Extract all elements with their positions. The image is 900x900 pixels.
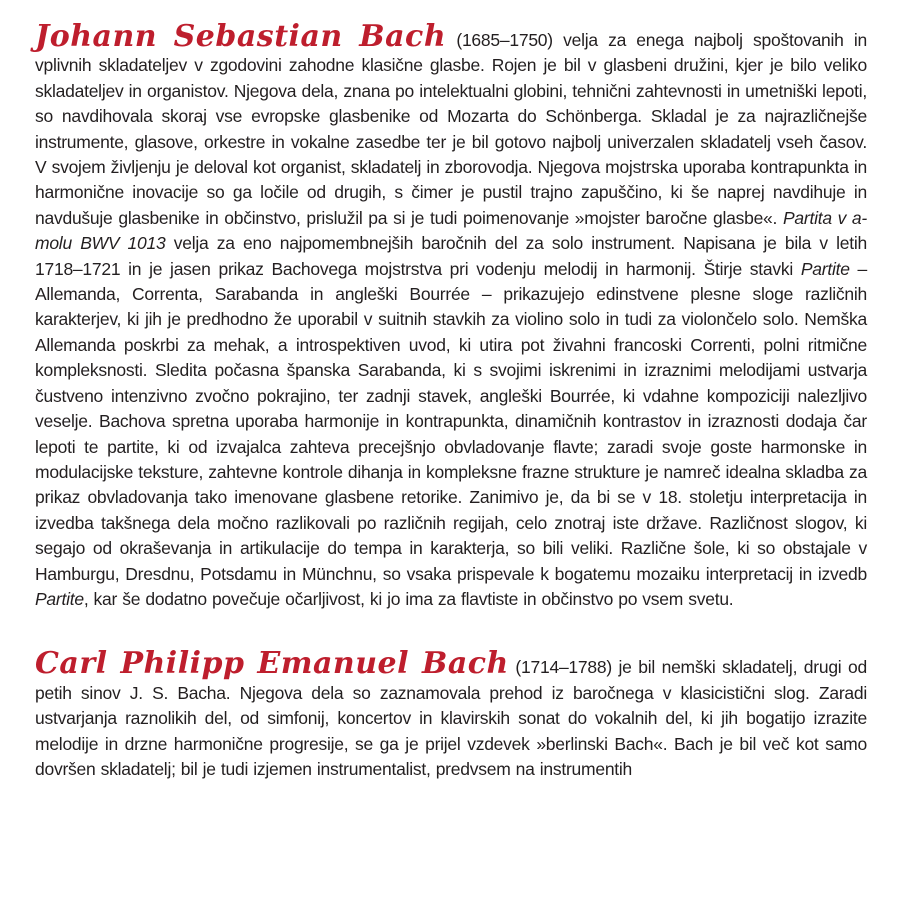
- composer-bio-text: je bil nemški skladatelj, drugi od petih sinov J. S. Bacha. Njegova dela so zaznamovala prehod iz baročnega v klasicistični slog. Zaradi ustvarjanja raznolikih del, od simfonij, koncertov in klavirskih sonat do vokalnih del, ki jih bogatijo izrazite melodije in drzne harmonične progresije, se ga je prijel vzdevek »berlinski Bach«. Bach je bil več kot samo dovršen skladatelj; bil je tudi izjemen instrumentalist, predvsem na instrumentih: [35, 657, 867, 779]
- composer-name-heading: Carl Philipp Emanuel Bach: [35, 646, 509, 682]
- composer-name-heading: Johann Sebastian Bach: [35, 19, 447, 54]
- composer-years: (1685–1750): [446, 30, 564, 50]
- composer-bio-text: velja za enega najbolj spoštovanih in vplivnih skladateljev v zgodovini zahodne klasične glasbe. Rojen je bil v glasbeni družini, kjer je bilo veliko skladateljev in organistov. Njegova dela, znana po intelektualni globini, tehnični zahtevnosti in umetniški lepoti, so navdihovala skoraj vse evropske glasbenike od Mozarta do Schönberga. Skladal je za najrazličnejše instrumente, glasove, orkestre in vokalne zasedbe ter je bil gotovo najbolj univerzalen skladatelj vseh časov. V svojem življenju je deloval kot organist, skladatelj in zborovodja. Njegova mojstrska uporaba kontrapunkta in harmonične inovacije so ga ločile od drugih, s čimer je pustil trajno zapuščino, ki še naprej navdihuje in navdušuje glasbenike in občinstvo, prislužil pa si je tudi poimenovanje »mojster baročne glasbe«. Partita v a-molu BWV 1013 velja za eno najpomembnejših baročnih del za solo instrument. Napisana je bila v letih 1718–1721 in je jasen prikaz Bachovega mojstrstva pri vodenju melodij in harmonij. Štirje stavki Partite – Allemanda, Correnta, Sarabanda in angleški Bourrée – prikazujejo edinstvene plesne sloge različnih karakterjev, ki jih je predhodno že uporabil v suitnih stavkih za violino solo in tudi za violončelo solo. Nemška Allemanda poskrbi za mehak, a introspektiven uvod, ki utira pot živahni francoski Correnti, polni ritmične kompleksnosti. Sledita počasna španska Sarabanda, ki s svojimi iskrenimi in izraznimi melodijami ustvarja čustveno intenzivno zvočno pokrajino, ter zadnji stavek, angleški Bourrée, ki vdahne kompoziciji nalezljivo veselje. Bachova spretna uporaba harmonije in kontrapunkta, dinamičnih kontrastov in izraznosti dodaja čar lepoti te partite, ki od izvajalca zahteva precejšnjo obvladovanje flavte; zaradi svoje goste harmonske in modulacijske teksture, zahtevne kontrole dihanja in kompleksne frazne strukture je namreč idealna skladba za prikaz obvladovanja tako imenovane glasbene retorike. Zanimivo je, da bi se v 18. stoletju interpretacija in izvedba takšnega dela močno razlikovali po različnih regijah, celo znotraj iste države. Različnost slogov, ki segajo od okraševanja in artikulacije do tempa in karakterja, so bili veliki. Različne šole, ki so obstajale v Hamburgu, Dresdnu, Potsdamu in Münchnu, so vsaka prispevale k bogatemu mozaiku interpretacij in izvedb Partite, kar še dodatno povečuje očarljivost, ki jo ima za flavtiste in občinstvo po vsem svetu.: [35, 30, 868, 609]
- composer-section-carl-philipp-emanuel-bach: [35, 646, 867, 782]
- composer-years: (1714–1788): [508, 657, 619, 678]
- composer-section-johann-sebastian-bach: [35, 19, 868, 612]
